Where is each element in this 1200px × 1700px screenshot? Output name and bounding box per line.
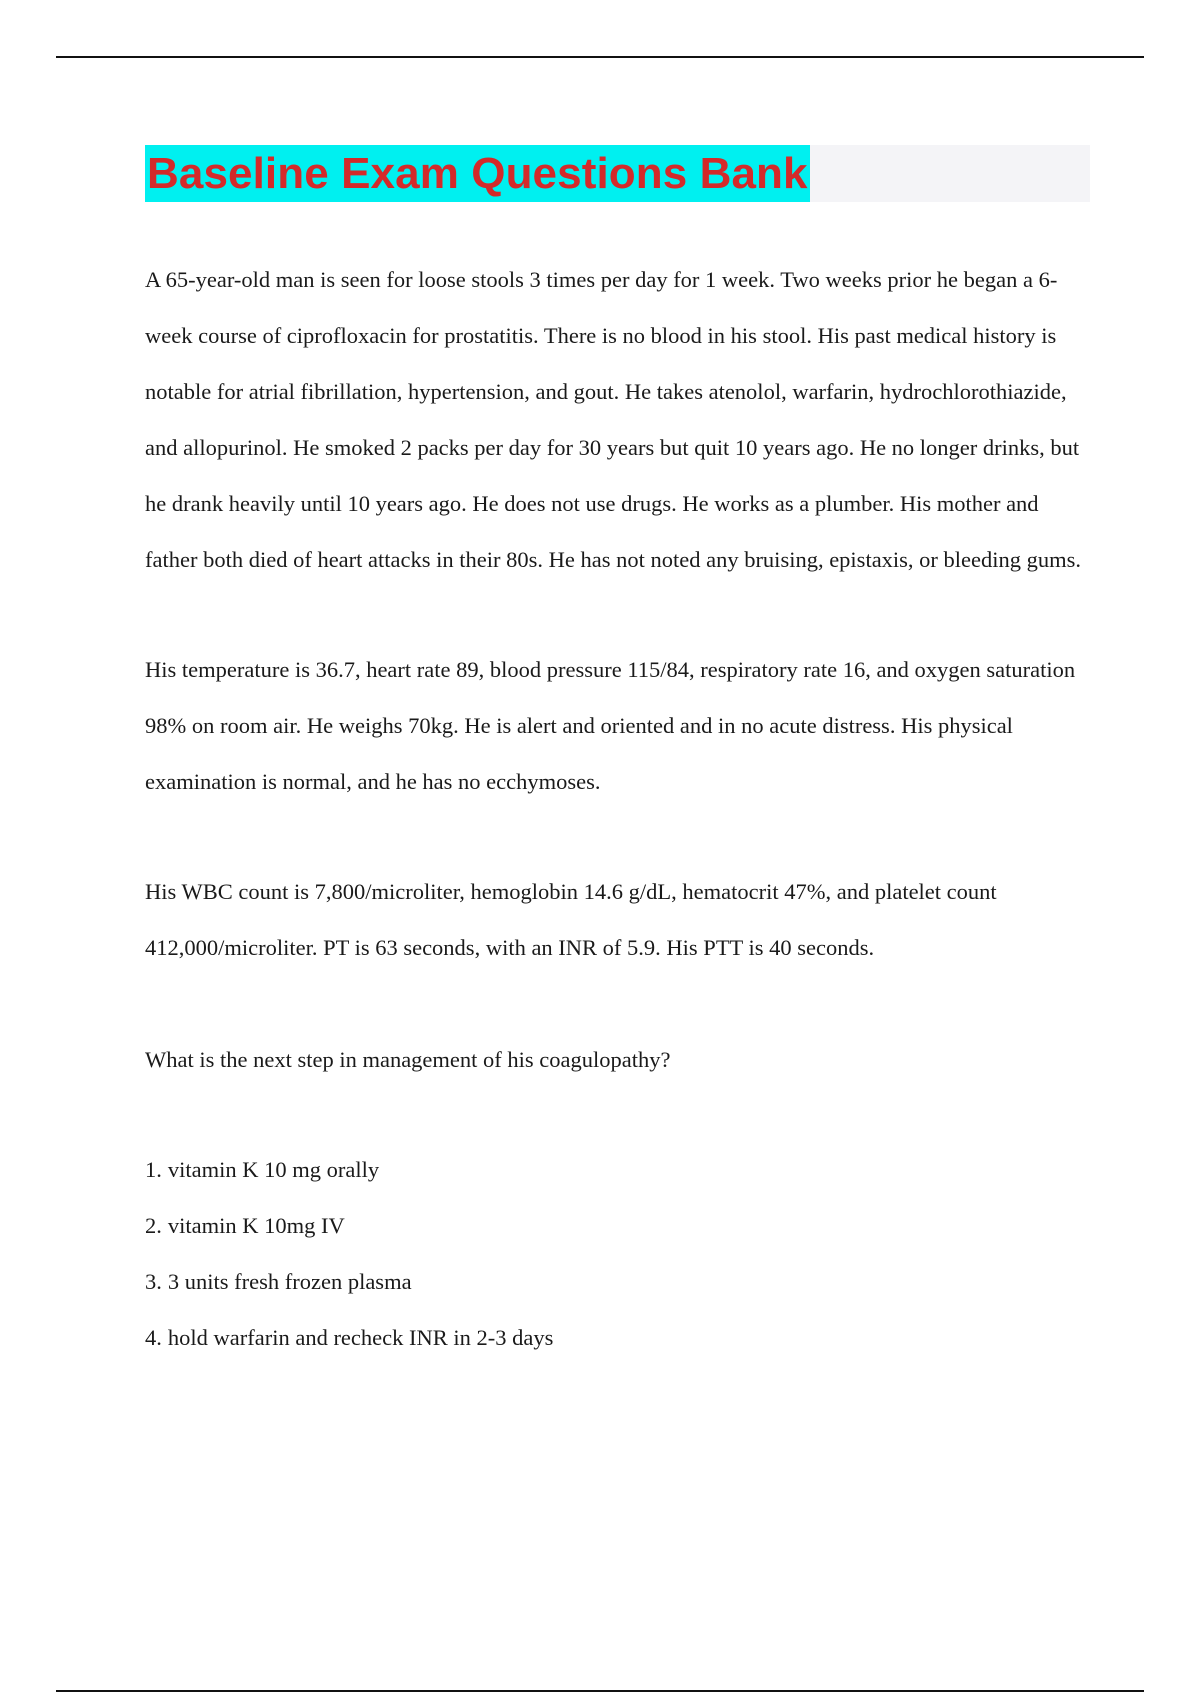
bottom-rule — [56, 1690, 1144, 1692]
answer-options — [145, 1142, 1095, 1366]
top-rule — [56, 56, 1144, 58]
option-number: 4. — [145, 1325, 162, 1350]
option-number: 1. — [145, 1157, 162, 1182]
answer-option[interactable] — [145, 1310, 1095, 1366]
option-number: 2. — [145, 1213, 162, 1238]
labs-paragraph: His WBC count is 7,800/microliter, hemoglobin 14.6 g/dL, hematocrit 47%, and platelet count 412,000/microliter. PT is 63 seconds, with an INR of 5.9. His PTT is 40 seconds. — [145, 879, 997, 960]
answer-option[interactable] — [145, 1198, 1095, 1254]
option-text: vitamin K 10 mg orally — [167, 1157, 380, 1182]
case-stem: A 65-year-old man is seen for loose stools 3 times per day for 1 week. Two weeks prior he began a 6-week course of ciprofloxacin for prostatitis. There is no blood in his stool. His past medical history is notable for atrial fibrillation, hypertension, and gout. He takes atenolol, warfarin, hydrochlorothiazide, and allopurinol. He smoked 2 packs per day for 30 years but quit 10 years ago. He no longer drinks, but he drank heavily until 10 years ago. He does not use drugs. He works as a plumber. His mother and father both died of heart attacks in their 80s. He has not noted any bruising, epistaxis, or bleeding gums. — [145, 267, 1082, 572]
vitals-paragraph: His temperature is 36.7, heart rate 89, blood pressure 115/84, respiratory rate 16, and oxygen saturation 98% on room air. He weighs 70kg. He is alert and oriented and in no acute distress. His physical examination is normal, and he has no ecchymoses. — [145, 657, 1076, 794]
option-number: 3. — [145, 1269, 162, 1294]
question-prompt: What is the next step in management of his coagulopathy? — [145, 1047, 671, 1072]
answer-option[interactable] — [145, 1142, 1095, 1198]
option-text: 3 units fresh frozen plasma — [167, 1269, 412, 1294]
page-title: Baseline Exam Questions Bank — [147, 149, 808, 198]
option-text: hold warfarin and recheck INR in 2-3 days — [167, 1325, 554, 1350]
answer-option[interactable] — [145, 1254, 1095, 1310]
title-highlight — [145, 145, 810, 202]
question-content — [145, 252, 1095, 1366]
option-text: vitamin K 10mg IV — [167, 1213, 345, 1238]
